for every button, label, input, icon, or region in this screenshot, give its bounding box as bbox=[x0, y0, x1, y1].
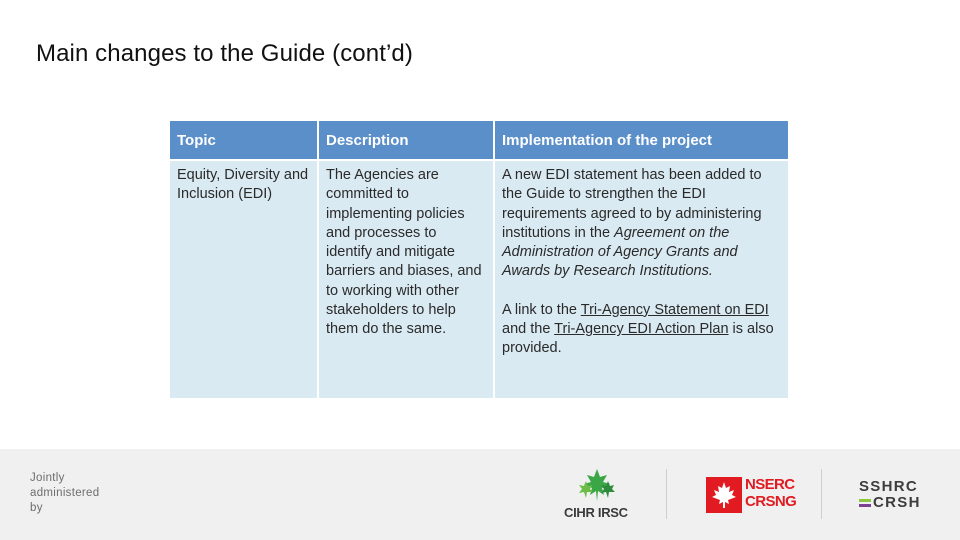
nserc-crsng-wordmark: NSERC CRSNG bbox=[745, 476, 797, 510]
canada-maple-leaf-icon bbox=[706, 477, 742, 513]
tri-agency-action-plan-link[interactable]: Tri-Agency EDI Action Plan bbox=[554, 321, 729, 338]
tri-agency-statement-link[interactable]: Tri-Agency Statement on EDI bbox=[580, 301, 769, 318]
cell-description: The Agencies are committed to implementing policies and processes to identify and mitigate barriers and biases, and to working with other stakeholders to help them do the same. bbox=[318, 160, 494, 398]
table-row bbox=[170, 160, 788, 398]
sshrc-purple-bar bbox=[859, 504, 871, 507]
column-header-topic: Topic bbox=[170, 121, 318, 160]
sshrc-logo bbox=[856, 479, 930, 513]
nserc-logo bbox=[706, 475, 797, 515]
edi-table bbox=[170, 121, 788, 398]
footer-bar bbox=[0, 449, 960, 540]
logo-divider bbox=[666, 469, 667, 519]
link-joiner-text: and the bbox=[502, 321, 551, 338]
table-header-row bbox=[170, 121, 788, 160]
sshrc-green-bar bbox=[859, 499, 871, 502]
logo-divider bbox=[821, 469, 822, 519]
cihr-logo bbox=[560, 467, 634, 523]
column-header-implementation: Implementation of the project bbox=[494, 121, 788, 160]
link-intro-text: A link to the bbox=[502, 301, 577, 318]
jointly-administered-label: Jointly administered by bbox=[30, 472, 100, 514]
cell-implementation bbox=[494, 160, 788, 398]
sshrc-crsh-wordmark: SSHRC CRSH bbox=[859, 478, 921, 511]
agreement-title: Agreement on the Administration of Agency Grants and Awards by Research Institutions. bbox=[502, 224, 738, 280]
maple-leaves-icon bbox=[560, 467, 634, 505]
slide-title: Main changes to the Guide (cont’d) bbox=[36, 40, 413, 67]
cihr-irsc-wordmark: CIHR IRSC bbox=[564, 505, 628, 520]
link-outro-text: is also provided. bbox=[502, 321, 774, 357]
column-header-description: Description bbox=[318, 121, 494, 160]
implementation-paragraph-1 bbox=[502, 166, 781, 282]
cell-topic: Equity, Diversity and Inclusion (EDI) bbox=[170, 160, 318, 398]
implementation-text: A new EDI statement has been added to the Guide to strengthen the EDI requirements agreed to by administering institutions in the bbox=[502, 167, 762, 241]
implementation-paragraph-2 bbox=[502, 301, 781, 359]
